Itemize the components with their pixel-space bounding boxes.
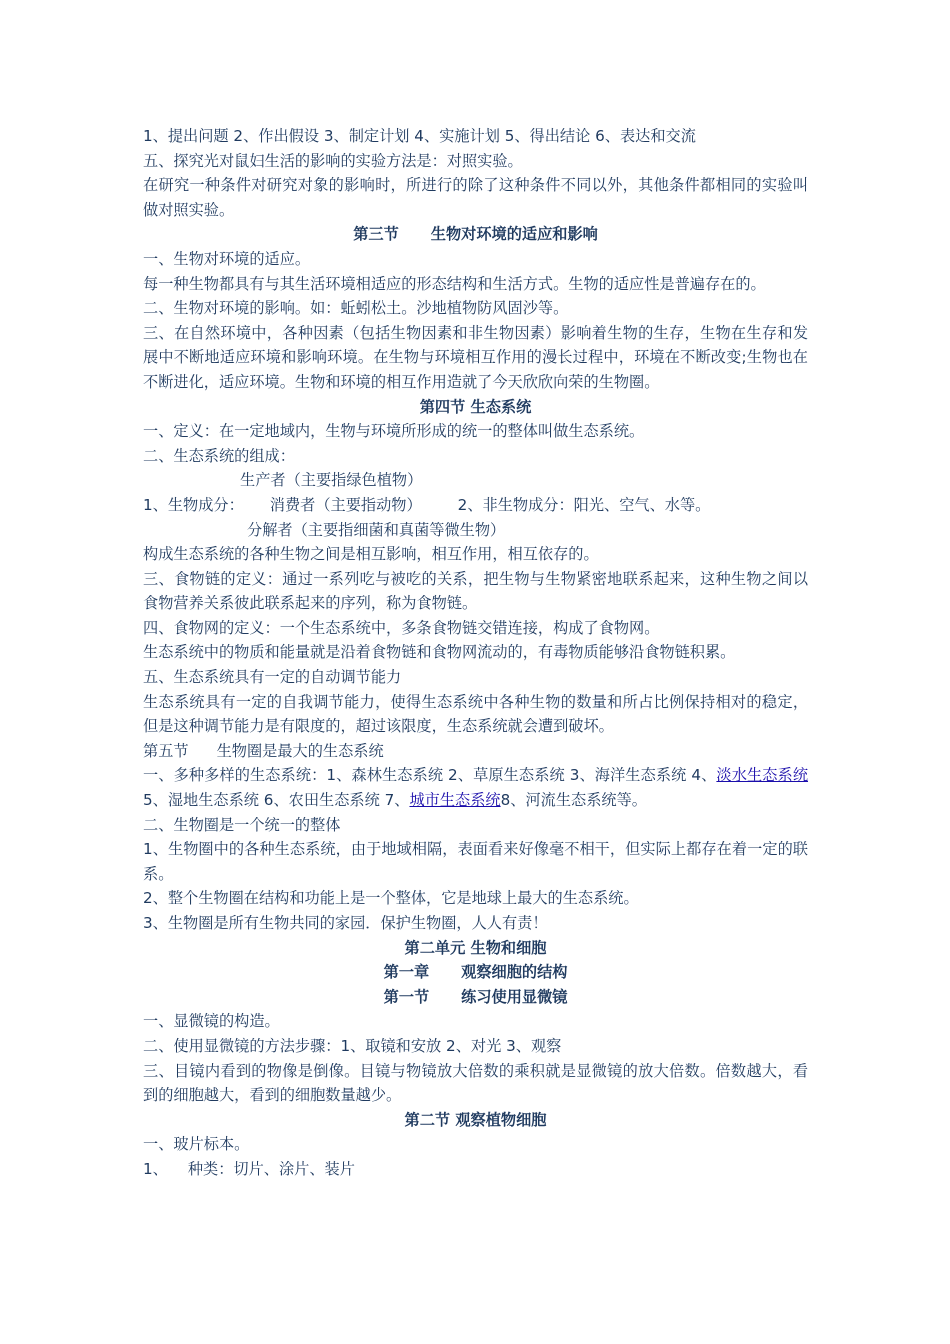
- paragraph: 2、整个生物圈在结构和功能上是一个整体，它是地球上最大的生态系统。: [143, 889, 639, 908]
- paragraph: 五、生态系统具有一定的自动调节能力: [143, 668, 402, 687]
- paragraph: 一、生物对环境的适应。: [143, 249, 311, 268]
- urban-ecosystem-link[interactable]: 城市生态系统: [409, 791, 501, 810]
- paragraph: 分解者（主要指细菌和真菌等微生物）: [247, 520, 506, 539]
- paragraph: 生态系统中的物质和能量就是沿着食物链和食物网流动的，有毒物质能够沿食物链积累。: [143, 643, 736, 662]
- paragraph: [143, 763, 808, 812]
- heading-title: 练习使用显微镜: [461, 987, 568, 1006]
- paragraph: 生态系统具有一定的自我调节能力，使得生态系统中各种生物的数量和所占比例保持相对的稳定，但是这种调节能力是有限度的，超过该限度，生态系统就会遭到破坏。: [143, 692, 808, 736]
- heading-number: 第一章: [383, 963, 430, 982]
- text-run: 8、河流生态系统等。: [500, 791, 647, 810]
- paragraph: 三、在自然环境中，各种因素（包括生物因素和非生物因素）影响着生物的生存，生物在生存和发展中不断地适应环境和影响环境。在生物与环境相互作用的漫长过程中，环境在不断改变;生物也在不断进化，适应环境。生物和环境的相互作用造就了今天欣欣向荣的生物圈。: [143, 323, 808, 391]
- paragraph: 二、使用显微镜的方法步骤：1、取镜和安放 2、对光 3、观察: [143, 1036, 562, 1055]
- freshwater-ecosystem-link[interactable]: 淡水生态系统: [716, 766, 809, 785]
- heading-title: 观察细胞的结构: [461, 963, 568, 982]
- text-run: 消费者（主要指动物）: [269, 495, 422, 514]
- paragraph: 四、食物网的定义：一个生态系统中，多条食物链交错连接，构成了食物网。: [143, 618, 660, 637]
- section-heading: [143, 739, 808, 764]
- document-page: [143, 124, 808, 1182]
- paragraph: 二、生物圈是一个统一的整体: [143, 815, 341, 834]
- paragraph: [143, 1157, 808, 1182]
- unit-heading: 第二单元 生物和细胞: [404, 938, 547, 957]
- paragraph: 在研究一种条件对研究对象的影响时，所进行的除了这种条件不同以外，其他条件都相同的实验叫做对照实验。: [143, 176, 808, 219]
- paragraph: 1、提出问题 2、作出假设 3、制定计划 4、实施计划 5、得出结论 6、表达和交流: [143, 127, 696, 145]
- text-run: 1、: [143, 1159, 168, 1178]
- heading-title: 生物对环境的适应和影响: [430, 225, 598, 244]
- paragraph: 构成生态系统的各种生物之间是相互影响，相互作用，相互依存的。: [143, 545, 599, 564]
- paragraph: 每一种生物都具有与其生活环境相适应的形态结构和生活方式。生物的适应性是普遍存在的。: [143, 274, 766, 293]
- chapter-heading: [143, 960, 808, 985]
- section-heading: 第四节 生态系统: [419, 397, 532, 416]
- heading-number: 第五节: [143, 741, 189, 760]
- text-run: 5、湿地生态系统 6、农田生态系统 7、: [143, 791, 410, 810]
- heading-number: 第三节: [353, 225, 399, 244]
- section-heading: [143, 222, 808, 247]
- text-run: 种类：切片、涂片、装片: [187, 1159, 355, 1178]
- heading-title: 生物圈是最大的生态系统: [216, 741, 384, 760]
- paragraph: 3、生物圈是所有生物共同的家园．保护生物圈，人人有责！: [143, 914, 548, 932]
- paragraph: [143, 493, 808, 518]
- paragraph: 生产者（主要指绿色植物）: [240, 471, 423, 490]
- paragraph: 一、定义：在一定地域内，生物与环境所形成的统一的整体叫做生态系统。: [143, 422, 645, 441]
- paragraph: 一、玻片标本。: [143, 1135, 250, 1154]
- heading-number: 第一节: [383, 987, 430, 1006]
- paragraph: 三、食物链的定义：通过一系列吃与被吃的关系，把生物与生物紧密地联系起来，这种生物之间以食物营养关系彼此联系起来的序列，称为食物链。: [143, 569, 808, 613]
- paragraph: 二、生态系统的组成：: [143, 446, 295, 465]
- text-run: 1、生物成分：: [143, 495, 244, 514]
- paragraph: 三、目镜内看到的物像是倒像。目镜与物镜放大倍数的乘积就是显微镜的放大倍数。倍数越大，看到的细胞越大，看到的细胞数量越少。: [143, 1061, 808, 1105]
- paragraph: 五、探究光对鼠妇生活的影响的实验方法是：对照实验。: [143, 151, 523, 170]
- paragraph: 二、生物对环境的影响。如：蚯蚓松土。沙地植物防风固沙等。: [143, 299, 569, 318]
- text-run: 一、多种多样的生态系统：1、森林生态系统 2、草原生态系统 3、海洋生态系统 4、: [143, 766, 717, 785]
- text-run: 2、非生物成分：阳光、空气、水等。: [457, 495, 711, 514]
- section-heading: 第二节 观察植物细胞: [404, 1110, 547, 1129]
- paragraph: 1、生物圈中的各种生态系统，由于地域相隔，表面看来好像毫不相干，但实际上都存在着一定的联系。: [143, 840, 808, 883]
- paragraph: 一、显微镜的构造。: [143, 1012, 280, 1031]
- section-heading: [143, 985, 808, 1010]
